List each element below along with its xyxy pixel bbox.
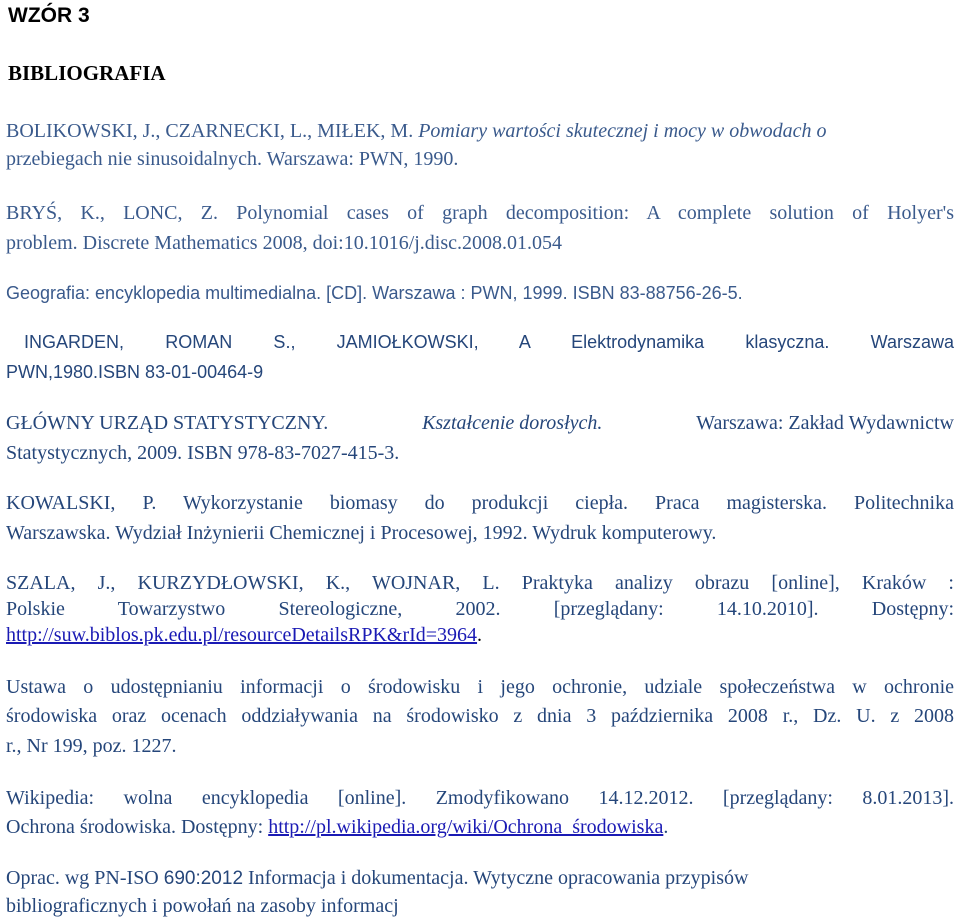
bib-entry-10-part-c: Informacja i dokumentacja. Wytyczne opracowania przypisów: [248, 867, 749, 889]
section-title: BIBLIOGRAFIA: [8, 61, 166, 85]
bib-entry-5-publisher: Warszawa: Zakład Wydawnictw: [696, 412, 954, 434]
bib-entry-5-title: Kształcenie dorosłych.: [422, 412, 603, 434]
bib-entry-10-part-a: Oprac. wg PN-ISO: [6, 867, 159, 889]
bib-entry-9-url-suffix: .: [663, 816, 669, 838]
template-label: WZÓR 3: [8, 4, 90, 27]
bib-entry-9-prefix: Ochrona środowiska. Dostępny:: [6, 816, 264, 838]
bib-entry-8-line-2: środowiska oraz ocenach oddziaływania na środowisko z dnia 3 października 2008 r., Dz. U. z 2008: [6, 705, 954, 727]
bib-entry-7-url-suffix: .: [477, 624, 483, 646]
bib-entry-6-line-1: KOWALSKI, P. Wykorzystanie biomasy do produkcji ciepła. Praca magisterska. Politechnika: [6, 492, 954, 514]
bib-entry-6-line-2: Warszawska. Wydział Inżynierii Chemicznej i Procesowej, 1992. Wydruk komputerowy.: [6, 522, 717, 544]
bib-entry-10-standard-number: 690:2012: [163, 868, 244, 889]
bib-entry-7-url-link[interactable]: http://suw.biblos.pk.edu.pl/resourceDetailsRPK&rId=3964: [6, 624, 478, 646]
bib-entry-5-line-1: [6, 411, 954, 435]
bib-entry-2-line-2: problem. Discrete Mathematics 2008, doi:10.1016/j.disc.2008.01.054: [6, 232, 563, 254]
bib-entry-3: Geografia: encyklopedia multimedialna. [CD]. Warszawa : PWN, 1999. ISBN 83-88756-26-5.: [6, 283, 743, 303]
bib-entry-5-line-2: Statystycznych, 2009. ISBN 978-83-7027-415-3.: [6, 442, 400, 464]
bib-entry-8-line-1: Ustawa o udostępnianiu informacji o środowisku i jego ochronie, udziale społeczeństwa w ochronie: [6, 676, 954, 698]
bib-entry-7-line-2: Polskie Towarzystwo Stereologiczne, 2002. [przeglądany: 14.10.2010]. Dostępny:: [6, 598, 954, 620]
bib-entry-1-publisher: Warszawa: PWN, 1990.: [266, 148, 459, 170]
bib-entry-8-line-3: r., Nr 199, poz. 1227.: [6, 735, 177, 757]
bib-entry-10-line-1: [6, 866, 748, 891]
bib-entry-5-authors: GŁÓWNY URZĄD STATYSTYCZNY.: [6, 412, 329, 434]
bib-entry-1-line-2: [6, 147, 458, 171]
bib-entry-7-line-1: SZALA, J., KURZYDŁOWSKI, K., WOJNAR, L. Praktyka analizy obrazu [online], Kraków :: [6, 572, 954, 594]
bib-entry-2-line-1: BRYŚ, K., LONC, Z. Polynomial cases of graph decomposition: A complete solution of Holyer's: [6, 202, 954, 224]
bib-entry-4-line-2: PWN,1980.ISBN 83-01-00464-9: [6, 362, 264, 382]
bib-entry-1-title-cont: przebiegach nie sinusoidalnych.: [6, 148, 263, 170]
bib-entry-1-authors: BOLIKOWSKI, J., CZARNECKI, L., MIŁEK, M.: [6, 120, 414, 142]
bib-entry-4-line-1: INGARDEN, ROMAN S., JAMIOŁKOWSKI, A Elektrodynamika klasyczna. Warszawa: [24, 332, 954, 352]
bib-entry-9-line-2: [6, 815, 668, 839]
bib-entry-9-line-1: Wikipedia: wolna encyklopedia [online]. Zmodyfikowano 14.12.2012. [przeglądany: 8.01.2013].: [6, 787, 954, 809]
bib-entry-1-line-1: [6, 119, 826, 143]
bib-entry-1-title: Pomiary wartości skutecznej i mocy w obwodach o: [418, 120, 827, 142]
bib-entry-10-line-2: bibliograficznych i powołań na zasoby informacj: [6, 895, 399, 917]
bib-entry-7-line-3: [6, 623, 482, 647]
bib-entry-9-url-link[interactable]: http://pl.wikipedia.org/wiki/Ochrona_środowiska: [268, 816, 664, 838]
